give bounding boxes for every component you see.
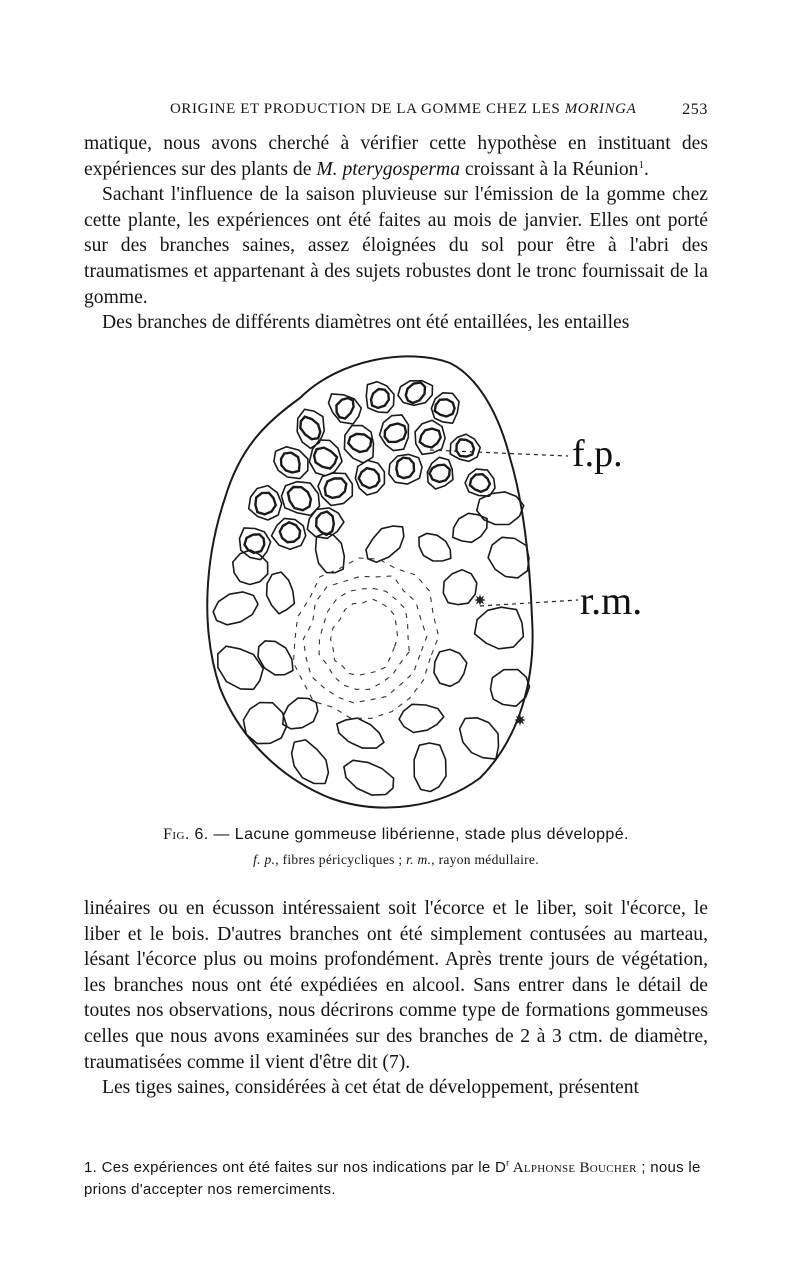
fibre-cell-lumen — [396, 458, 414, 479]
parenchyma-cell — [283, 698, 318, 729]
fibre-cell-lumen — [280, 522, 300, 542]
fibre-cell-lumen — [281, 453, 300, 473]
fibre-cell-lumen — [406, 383, 425, 403]
parenchyma-cell — [316, 533, 345, 573]
fibre-cell-lumen — [470, 474, 490, 492]
paragraph-top-p3: Des branches de différents diamètres ont été entaillées, les entailles — [102, 312, 630, 334]
fibre-cell-lumen — [359, 468, 380, 488]
lacuna-ring-4 — [331, 599, 398, 675]
parenchyma-cell — [267, 572, 295, 614]
paragraph-bottom — [84, 896, 708, 1101]
parenchyma-cell — [337, 718, 384, 748]
fibre-cell-lumen — [316, 512, 334, 535]
figure-caption — [84, 826, 708, 844]
parenchyma-cell — [233, 550, 268, 585]
p1-text-c: . — [643, 158, 649, 180]
parenchyma-cell — [477, 492, 524, 525]
section-outline — [207, 356, 532, 807]
parenchyma-cell — [434, 649, 467, 686]
fibre-cell-lumen — [245, 534, 265, 553]
page-number: 253 — [682, 101, 708, 118]
lacuna-ring-1 — [294, 558, 439, 718]
fibre-cell-lumen — [314, 448, 337, 469]
parenchyma-cell — [475, 607, 524, 649]
legend-rm-text: , rayon médullaire. — [431, 852, 539, 867]
running-head-title-text: ORIGINE ET PRODUCTION DE LA GOMME CHEZ LES — [170, 101, 561, 117]
legend-rm-abbr: r. m. — [406, 852, 432, 867]
paragraph-top-p2: Sachant l'influence de la saison pluvieuse sur l'émission de la gomme chez cette plante, les expériences ont été faites au mois de janvier. Elles ont porté sur des branches saines, assez éloignées du sol pour être à l'abri des traumatismes et appartenant à des sujets robustes dont le tronc fournissait de la gomme. — [84, 184, 708, 308]
fibre-cell-lumen — [288, 487, 311, 510]
parenchyma-cell — [443, 570, 477, 605]
parenchyma-cell — [419, 533, 451, 561]
footnote-mark: 1 — [638, 158, 644, 171]
caption-title: — Lacune gommeuse libérienne, stade plus développé. — [208, 826, 629, 843]
footnote-dr-sup: r — [506, 1158, 510, 1168]
leader-rm — [480, 600, 578, 606]
parenchyma-cell — [243, 703, 286, 744]
figure-6-drawing — [180, 338, 660, 822]
p1-text-a: matique, nous avons cherché à vérifier cette hypothèse en instituant des expériences sur des plants de — [84, 133, 708, 180]
parenchyma-cell — [344, 760, 394, 795]
running-head-title — [170, 101, 636, 118]
legend-fp-abbr: f. p. — [253, 852, 276, 867]
fibre-cell-lumen — [325, 479, 347, 498]
footnote-number: 1. — [84, 1159, 98, 1176]
fibre-cell-lumen — [348, 434, 371, 452]
parenchyma-cell — [218, 646, 263, 689]
paragraph-bottom-p2: Les tiges saines, considérées à cet état de développement, présentent — [102, 1077, 639, 1099]
paragraph-top — [84, 131, 708, 336]
parenchyma-cell — [460, 718, 499, 759]
parenchyma-cell — [292, 740, 329, 784]
paragraph-bottom-p1: linéaires ou en écusson intéressaient soit l'écorce et le liber, soit l'écorce, le liber et le bois. D'autres branches ont été simplement contusées au marteau, lésant l'écorce plus ou moins profondément. Après trente jours de végétation, les branches nous ont été expédiées en alcool. Sans entrer dans le détail de toutes nos observations, nous décrirons comme type de formations gommeuses celles que nous avons examinées sur des branches de 2 à 3 ctm. de diamètre, traumatisées comme il vient d'être dit (7). — [84, 898, 708, 1073]
caption-fig-number: . 6. — [184, 826, 209, 843]
fibre-cell-lumen — [435, 399, 455, 416]
footnote-text-b: ; nous le prions d'accepter nos remerciments. — [84, 1159, 701, 1198]
footnote — [84, 1153, 708, 1200]
fibre-cell-lumen — [371, 389, 389, 408]
running-head — [170, 101, 708, 123]
figure-6 — [180, 338, 660, 822]
fibre-cell-lumen — [336, 398, 353, 418]
parenchyma-cell — [213, 592, 258, 625]
label-rm: r.m. — [580, 578, 643, 623]
legend-fp-text: , fibres péricycliques ; — [275, 852, 407, 867]
fibre-cell-lumen — [300, 417, 320, 440]
running-head-title-italic: MORINGA — [564, 101, 637, 117]
parenchyma-cell — [366, 526, 404, 562]
fibre-cell-lumen — [430, 465, 450, 482]
fibre-cell-lumen — [456, 439, 474, 456]
footnote-text-a: Ces expériences ont été faites sur nos indications par le D — [97, 1159, 507, 1176]
paragraph-top-p1 — [84, 131, 708, 182]
footnote-name: Alphonse Boucher — [509, 1160, 637, 1176]
label-fp: f.p. — [572, 433, 623, 475]
footnote-text — [84, 1153, 708, 1200]
crystal-cluster-2 — [514, 714, 526, 726]
figure-legend — [84, 852, 708, 868]
parenchyma-cell — [488, 537, 529, 578]
p1-text-b: croissant à la Réunion — [460, 158, 639, 180]
parenchyma-cell — [414, 743, 446, 792]
species-name: M. pterygosperma — [316, 158, 460, 180]
caption-fig-prefix: Fig — [163, 826, 185, 843]
parenchyma-cell — [399, 704, 444, 732]
fibre-cell-lumen — [255, 493, 275, 515]
fibre-cell-lumen — [385, 424, 406, 442]
fibre-cell-lumen — [420, 429, 441, 448]
crystal-cluster-1 — [474, 594, 486, 606]
